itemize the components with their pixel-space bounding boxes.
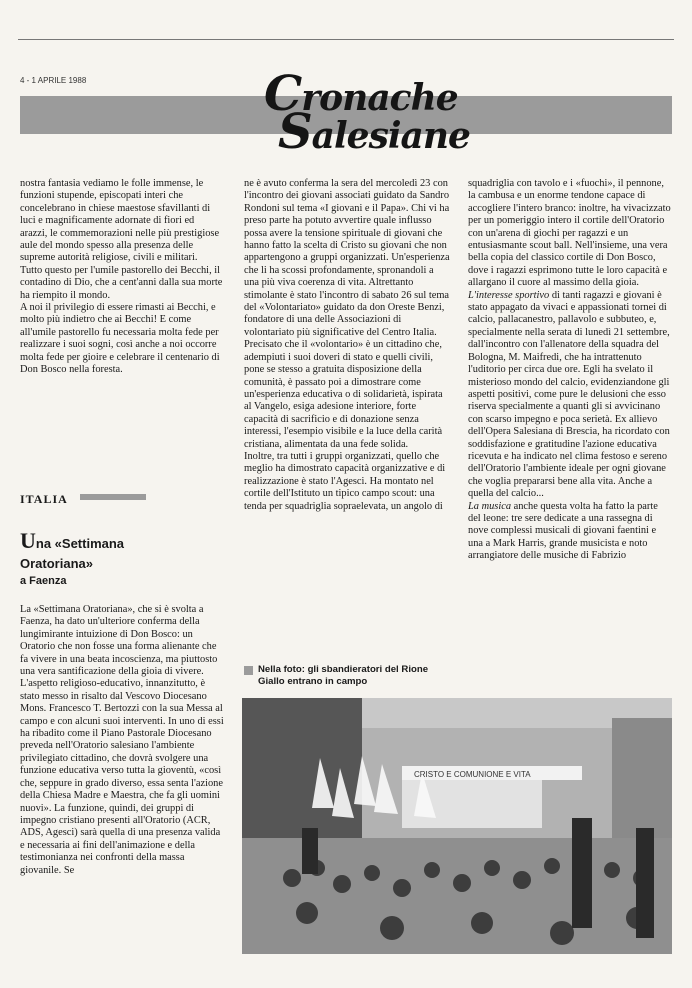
title-initial: U xyxy=(20,528,36,553)
col3-emphasis: La musica xyxy=(468,500,512,512)
page-info: 4 - 1 APRILE 1988 xyxy=(20,76,87,85)
caption-marker xyxy=(244,666,253,675)
col2-paragraph: ne è avuto conferma la sera del mercoledì 23 con l'incontro dei giovani associati guidato da Sandro Rondoni sul tema «I giovani e il Papa». Chi vi ha preso parte ha potuto avvertire quale influsso possa avere la tensione spirituale di giovani che hanno fatto la scelta di Cristo su giovani che non appartengono a gruppi organizzati. Un'esperienza che li ha scossi profondamente, spronandoli a una più viva coerenza di vita. Altrettanto stimolante è stato l'incontro di sabato 26 sul tema del «Volontariato» guidato da don Oreste Benzi, fondatore di una delle Associazioni di volontariato più significative del Centro Italia. Precisato che il «volontario» è un cittadino che, adempiuti i suoi doveri di stato e quelli civili, pone se stesso a gratuita disposizione della comunità, è passato poi a dimostrare come un'esperienza educativa o di solidarietà, ispirata al Vangelo, esiga adesione interiore, forte capacità di sacrificio e di donazione senza interessi, l'esempio visibile e la luce della carità cristiana, alimentata da una fede solida. xyxy=(244,178,450,450)
logo-line-2 xyxy=(278,104,470,160)
title-line-1: na «Settimana xyxy=(35,536,125,551)
logo-text-1: ronache xyxy=(301,77,458,119)
col2-paragraph: Inoltre, tra tutti i gruppi organizzati, quello che meglio ha dimostrato capacità organizzative e di realizzazione è stato l'Agesci. Ha montato nel cortile dell'Istituto un tipico campo scout: una tenda per squadriglia sopraelevata, un angolo di xyxy=(244,450,446,512)
event-photo xyxy=(242,698,672,954)
article-title xyxy=(20,528,224,587)
photo-illustration xyxy=(242,698,672,954)
section-bar xyxy=(80,494,146,500)
column-2 xyxy=(244,178,450,513)
title-line-3: a Faenza xyxy=(20,575,67,587)
col1-paragraph: nostra fantasia vediamo le folle immense, le funzioni stupende, episcopati interi che concelebrano in chiese maestose sfavillanti di luci e magnificamente adornate di fiori ed arazzi, le commemorazioni nelle più prestigiose aule del mondo spesso alla presenza delle supreme autorità religiose, civili e militari. xyxy=(20,178,220,264)
col1-paragraph: A noi il privilegio di essere rimasti ai Becchi, e molto più indietro che ai Becchi! E come all'umile pastorello fu necessaria molta fede per realizzare i suoi sogni, così anche a noi occorre molta fede per gioire e celebrare il centenario di Don Bosco nella foresta. xyxy=(20,302,220,376)
photo-caption xyxy=(258,664,454,687)
col3-paragraph: squadriglia con tavolo e i «fuochi», il pennone, la cambusa e un enorme tendone capace di accogliere l'intero branco: inoltre, ha vivacizzato per un pomeriggio intero il cortile dell'Oratorio con un'arena di giochi per ragazzi e un entusiasmante scout ball. Nell'insieme, una vera bella copia del classico cortile di Don Bosco, dove i ragazzi esprimono tutte le loro capacità e allargano il cuore al massimo della gioia. xyxy=(468,178,671,289)
banner-text: CRISTO E COMUNIONE E VITA xyxy=(414,770,531,779)
column-3 xyxy=(468,178,672,563)
column-1 xyxy=(20,178,224,377)
masthead-logo xyxy=(262,62,470,160)
col3-paragraph xyxy=(468,290,672,501)
logo-cap-s: S xyxy=(278,104,312,160)
title-line-2: Oratoriana» xyxy=(20,556,93,571)
article-paragraph: La «Settimana Oratoriana», che si è svolta a Faenza, ha dato un'ulteriore conferma della lungimirante intuizione di Don Bosco: un Oratorio che non fosse una forma alienante che fa vivere in una beata incoscienza, ma piuttosto una vera santificazione della gioia di vivere. xyxy=(20,604,218,678)
col3-emphasis: L'interesse sportivo xyxy=(468,289,550,301)
col3-paragraph xyxy=(468,501,672,563)
col1-paragraph: Tutto questo per l'umile pastorello dei Becchi, il contadino di Dio, che a cent'anni dalla sua morte ha riempito il mondo. xyxy=(20,264,223,301)
article-paragraph: L'aspetto religioso-educativo, innanzitutto, è stato messo in risalto dal Vescovo Diocesano Mons. Francesco T. Bertozzi con la sua Messa al campo e con alcuni suoi interventi. In uno di essi ha ribadito come il Piano Pastorale Diocesano preveda nell'Oratorio salesiano l'ambiente privilegiato cittadino, che dovrà svolgere una funzione educativa verso tutta la gioventù, «così che, seppure in grado diverso, essa senta l'azione della Chiesa Madre e Maestra, che fa gli uomini nuovi». La funzione, quindi, dei gruppi di impegno cristiano presenti all'Oratorio (ACR, ADS, Agesci) sarà quella di una presenza valida e necessaria ai fini dell'animazione e della testimonianza nei confronti della massa giovanile. Se xyxy=(20,678,224,876)
section-label: ITALIA xyxy=(20,492,68,506)
section-header xyxy=(20,490,224,504)
caption-text: Nella foto: gli sbandieratori del Rione Giallo entrano in campo xyxy=(258,664,429,687)
article-body xyxy=(20,604,226,877)
top-rule xyxy=(18,39,674,40)
logo-text-2: alesiane xyxy=(311,115,470,157)
logo-cap-c: C xyxy=(264,66,302,122)
col3-text: di tanti ragazzi e giovani è stato appagato da vivaci e appassionati tornei di calcio, pallacanestro, pallavolo e subbuteo, e, specialmente nella serata di lunedì 21 settembre, dall'incontro con l'allenatore della squadra del Bologna, M. Maifredi, che ha intrattenuto l'uditorio per circa due ore. Egli ha svelato il misterioso mondo del calcio, evidenziandone gli aspetti positivi, come pure le delusioni che esso riserva specialmente a quanti gli si avvicinano con scarso impegno e poca serietà. Ex allievo dell'Opera Salesiana di Brescia, ha ricordato con soddisfazione e gratitudine l'azione educativa ricevuta e ha indicato nel clima festoso e sereno dell'Oratorio l'ambiente ideale per ogni giovane che voglia prepararsi bene alla vita. Anche a quella del calcio... xyxy=(468,289,670,500)
col3-text: anche questa volta ha fatto la parte del leone: tre sere dedicate a una rassegna di nove complessi musicali di giovani faentini e una a Mark Harris, grande musicista e noto arrangiatore delle musiche di Fabrizio xyxy=(468,500,658,562)
